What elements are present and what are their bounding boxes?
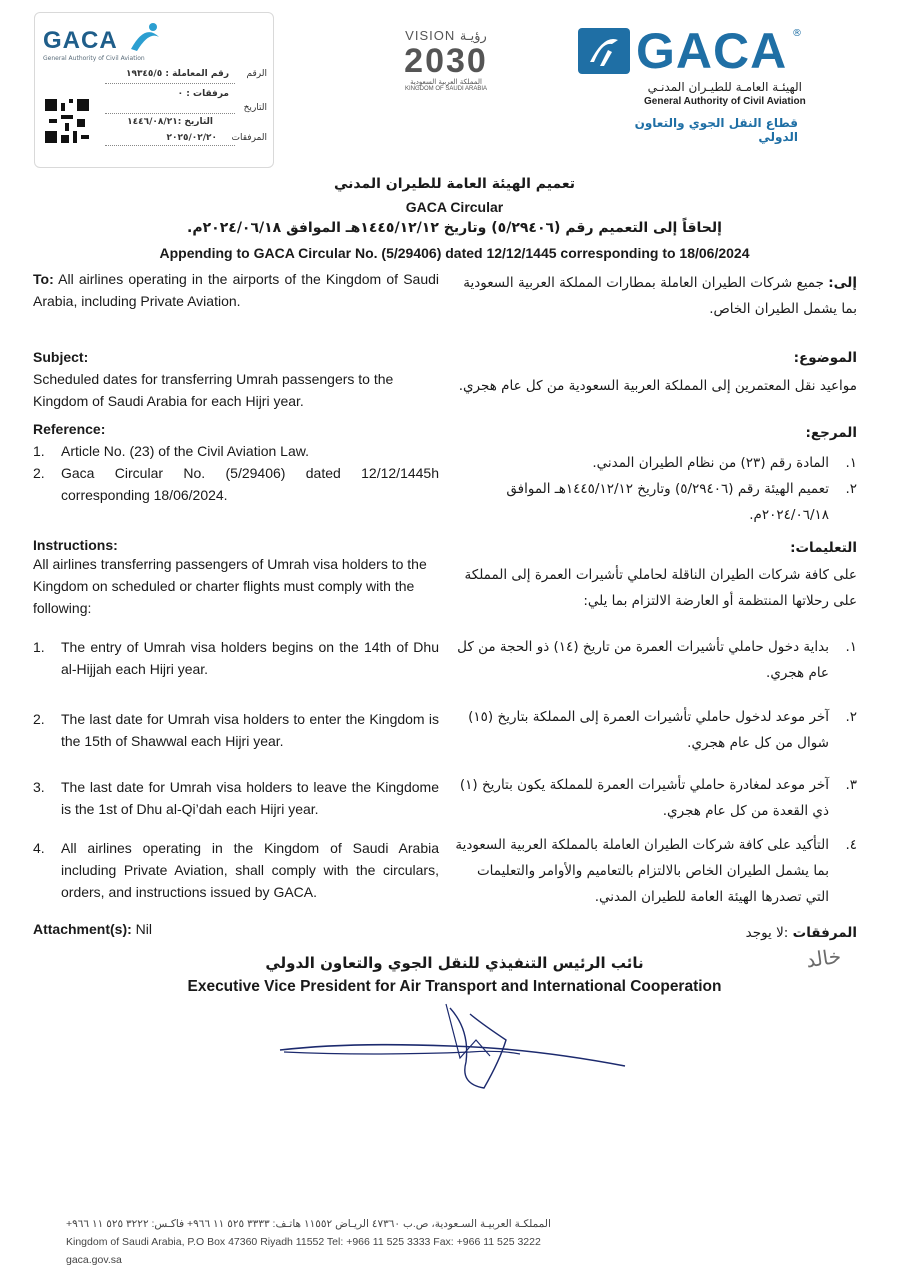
instruction-en-text: The last date for Umrah visa holders to leave the Kingdome is the 1st of Dhu al-Qi’dah each Hijri year.	[61, 779, 439, 817]
instruction-ar-text: آخر موعد لمغادرة حاملي تأشيرات العمرة للمملكة يكون بتاريخ (١) ذي القعدة من كل عام هجري.	[459, 777, 829, 819]
reference-en-text: Gaca Circular No. (5/29406) dated 12/12/1445h corresponding 18/06/2024.	[61, 465, 439, 503]
instruction-ar-text: التأكيد على كافة شركات الطيران العاملة بالمملكة العربية السعودية بما يشمل الطيران الخاص بالالتزام بالتعاميم والأوامر والتعليمات التي تصدرها الهيئة العامة للطيران المدني.	[455, 837, 829, 905]
reference-ar-num: ١.	[845, 455, 857, 471]
reference-en-item	[33, 440, 439, 462]
instruction-en-text: All airlines operating in the Kingdom of Saudi Arabia including Private Aviation, shall comply with the circulars, orders, and instructions issued by GACA.	[61, 840, 439, 900]
subject-en-label: Subject:	[33, 349, 89, 365]
reference-ar-text: تعميم الهيئة رقم (٥/٢٩٤٠٦) وتاريخ ١٤٤٥/١٢/١٢هـ الموافق ٢٠٢٤/٠٦/١٨م.	[506, 481, 829, 523]
footer-website[interactable]: gaca.gov.sa	[66, 1254, 122, 1266]
attachments-ar-value: :لا يوجد	[745, 925, 789, 941]
stamp-greg-value: ٢٠٢٥/٠٢/٢٠	[166, 133, 217, 143]
stamp-attach-label: المرفقات	[231, 133, 267, 143]
instruction-en-num: 4.	[33, 840, 45, 856]
subject-ar-text: مواعيد نقل المعتمرين إلى المملكة العربية السعودية من كل عام هجري.	[458, 378, 857, 394]
stamp-logo-text: GACA	[43, 27, 118, 54]
vision-top: VISION رؤيـة	[405, 28, 487, 43]
reference-en-num: 2.	[33, 465, 45, 481]
instruction-ar-item	[455, 704, 857, 756]
instruction-ar-item	[455, 772, 857, 824]
vision-year: 2030	[404, 42, 488, 80]
reference-en-num: 1.	[33, 443, 45, 459]
instructions-ar-label: التعليمات:	[790, 540, 857, 556]
gaca-name-en: General Authority of Civil Aviation	[644, 96, 806, 107]
instruction-en-text: The entry of Umrah visa holders begins on the 14th of Dhu al-Hijjah each Hijri year.	[61, 639, 439, 677]
instruction-en-item	[33, 636, 439, 680]
gaca-sector: قطاع النقل الجوي والتعاون الدولي	[634, 116, 798, 144]
signatory-title-ar: نائب الرئيس التنفيذي للنقل الجوي والتعاون الدولي	[265, 954, 644, 972]
attachments-en-label: Attachment(s):	[33, 921, 132, 937]
stamp-attach-value: مرفقات : ٠	[177, 89, 229, 99]
instructions-en-intro: All airlines transferring passengers of Umrah visa holders to the Kingdom on scheduled or charter flights must comply with the following:	[33, 556, 427, 616]
to-ar-label: إلى:	[828, 275, 857, 291]
attachments-en	[33, 918, 152, 940]
reference-en-label: Reference:	[33, 421, 106, 437]
transaction-stamp	[34, 12, 274, 168]
gaca-name-ar: الهيئـة العامـة للطيـران المدنـي	[647, 80, 802, 94]
to-en-text: All airlines operating in the airports of the Kingdom of Saudi Arabia, including Private Aviation.	[33, 271, 439, 309]
instruction-en-num: 1.	[33, 639, 45, 655]
subject-ar-label: الموضوع:	[793, 350, 857, 366]
vision-2030-logo	[380, 28, 512, 92]
stamp-date-value: التاريخ :١٤٤٦/٠٨/٢١	[127, 117, 213, 127]
stamp-ref-label: الرقم	[246, 69, 267, 79]
to-ar-text: جميع شركات الطيران العاملة بمطارات المملكة العربية السعودية بما يشمل الطيران الخاص.	[463, 275, 857, 317]
gaca-wordmark: GACA	[636, 23, 788, 79]
instructions-en-label: Instructions:	[33, 537, 118, 553]
reference-ar-num: ٢.	[845, 481, 857, 497]
footer-address-ar: المملكـة العربيـة السـعودية، ص.ب ٤٧٣٦٠ الريـاض ١١٥٥٢ هاتـف: ٣٣٣٣ ٥٢٥ ١١ ٩٦٦+ فاكـس: ٣٢٢٢ ٥٢٥ ١١ ٩٦٦+	[66, 1218, 551, 1230]
footer-address-en: Kingdom of Saudi Arabia, P.O Box 47360 Riyadh 11552 Tel: +966 11 525 3333 Fax: +966 11 525 3222	[66, 1236, 541, 1248]
stamp-ref-line	[105, 83, 235, 84]
gaca-registered: ®	[792, 28, 802, 39]
stamp-date-label: التاريخ	[243, 103, 267, 113]
title-ar: تعميم الهيئة العامة للطيران المدني	[333, 176, 576, 192]
append-ar: إلحاقاً إلى التعميم رقم (٥/٢٩٤٠٦) وتاريخ ١٤٤٥/١٢/١٢هـ الموافق ٢٠٢٤/٠٦/١٨م.	[187, 220, 722, 236]
stamp-date-line	[105, 113, 235, 114]
instruction-ar-num: ٣.	[845, 777, 857, 793]
attachments-en-value: Nil	[135, 921, 153, 937]
stamp-logo-sub: General Authority of Civil Aviation	[43, 55, 145, 62]
instruction-ar-num: ٤.	[845, 837, 857, 853]
reference-ar-item	[455, 476, 857, 528]
instruction-ar-item	[455, 832, 857, 910]
vision-en: KINGDOM OF SAUDI ARABIA	[404, 86, 487, 92]
signature-scribble	[270, 1000, 640, 1090]
reference-ar-list	[455, 450, 857, 528]
reference-en-text: Article No. (23) of the Civil Aviation Law.	[61, 443, 309, 459]
subject-en-text: Scheduled dates for transferring Umrah passengers to the Kingdom of Saudi Arabia for each Hijri year.	[33, 371, 394, 409]
to-en-label: To:	[33, 271, 54, 287]
instruction-en-item	[33, 837, 439, 903]
instruction-ar-num: ١.	[845, 639, 857, 655]
stamp-attach-line	[105, 145, 235, 146]
to-en	[33, 268, 439, 312]
title-en: GACA Circular	[405, 199, 504, 215]
instruction-ar-num: ٢.	[845, 709, 857, 725]
instruction-en-num: 3.	[33, 779, 45, 795]
gaca-logo	[578, 23, 878, 144]
instruction-en-num: 2.	[33, 711, 45, 727]
append-en: Appending to GACA Circular No. (5/29406) dated 12/12/1445 corresponding to 18/06/2024	[159, 245, 750, 261]
instruction-en-text: The last date for Umrah visa holders to enter the Kingdom is the 15th of Shawwal each Hijri year.	[61, 711, 439, 749]
instruction-ar-item	[455, 634, 857, 686]
instruction-ar-text: بداية دخول حاملي تأشيرات العمرة من تاريخ (١٤) ذو الحجة من كل عام هجري.	[457, 639, 829, 681]
qr-code-icon	[45, 99, 89, 143]
handwritten-initials: خالد	[804, 943, 843, 973]
gaca-emblem-icon	[578, 28, 630, 74]
attachments-ar-label: المرفقات	[792, 925, 857, 941]
reference-ar-label: المرجع:	[805, 425, 857, 441]
instruction-ar-text: آخر موعد لدخول حاملي تأشيرات العمرة إلى المملكة بتاريخ (١٥) شوال من كل عام هجري.	[468, 709, 829, 751]
attachments-ar	[746, 920, 857, 946]
reference-ar-text: المادة رقم (٢٣) من نظام الطيران المدني.	[592, 455, 829, 471]
vision-ar: المملكة العربية السعودية	[410, 78, 482, 86]
instruction-en-item	[33, 776, 439, 820]
to-ar	[455, 270, 857, 322]
signatory-title-en: Executive Vice President for Air Transport and International Cooperation	[187, 978, 722, 995]
reference-en-item	[33, 462, 439, 506]
reference-en-list	[33, 440, 439, 506]
instructions-ar-intro: على كافة شركات الطيران الناقلة لحاملي تأشيرات العمرة إلى المملكة على رحلاتها المنتظمة أو العارضة الالتزام بما يلي:	[464, 567, 857, 609]
reference-ar-item	[455, 450, 857, 476]
stamp-logo-icon	[127, 19, 163, 59]
instruction-en-item	[33, 708, 439, 752]
stamp-ref-value: رقم المعاملة : ١٩٣٤٥/٥	[125, 69, 229, 79]
